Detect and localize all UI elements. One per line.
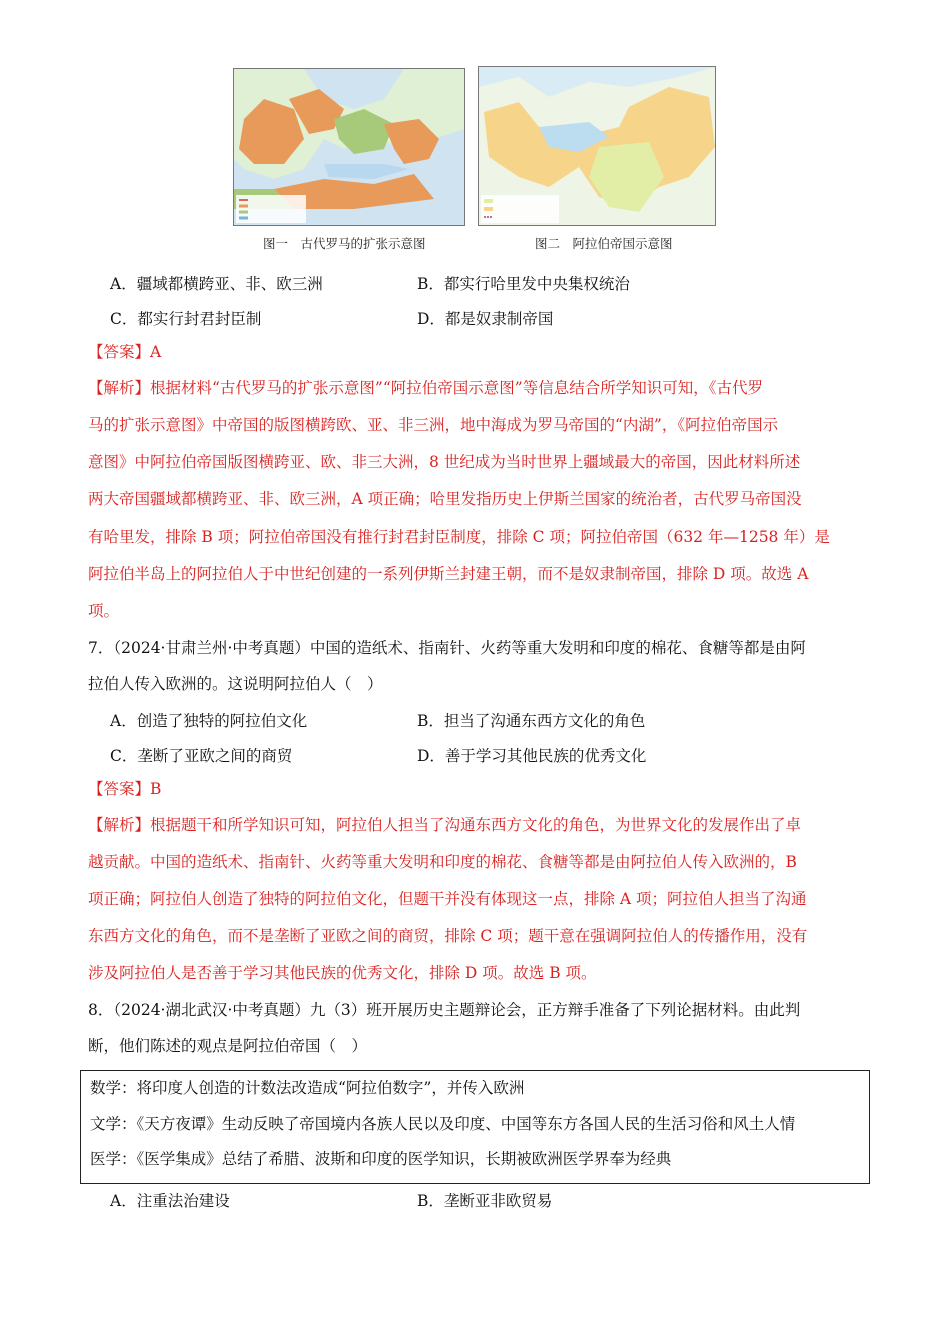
q7-option-c: C．垄断了亚欧之间的商贸 bbox=[110, 747, 293, 765]
q6-analysis-line: 有哈里发，排除 B 项；阿拉伯帝国没有推行封君封臣制度，排除 C 项；阿拉伯帝国（632 年—1258 年）是 bbox=[88, 528, 830, 546]
q8-material-box bbox=[80, 1070, 870, 1184]
q8-option-b: B．垄断亚非欧贸易 bbox=[417, 1192, 553, 1210]
q7-stem-line: 拉伯人传入欧洲的。这说明阿拉伯人（ ） bbox=[88, 675, 383, 693]
q6-option-c: C．都实行封君封臣制 bbox=[110, 310, 262, 328]
q7-option-a: A．创造了独特的阿拉伯文化 bbox=[110, 712, 308, 730]
q6-option-b: B．都实行哈里发中央集权统治 bbox=[417, 275, 630, 293]
q7-analysis-line: 东西方文化的角色，而不是垄断了亚欧之间的商贸，排除 C 项；题干意在强调阿拉伯人的传播作用，没有 bbox=[88, 927, 808, 945]
q6-analysis-line: 意图》中阿拉伯帝国版图横跨亚、欧、非三大洲，8 世纪成为当时世界上疆域最大的帝国，因此材料所述 bbox=[88, 453, 801, 471]
q7-analysis-line: 涉及阿拉伯人是否善于学习其他民族的优秀文化，排除 D 项。故选 B 项。 bbox=[88, 964, 597, 982]
figure1-caption: 图一 古代罗马的扩张示意图 bbox=[263, 236, 426, 251]
q8-stem-line: 8．（2024·湖北武汉·中考真题）九（3）班开展历史主题辩论会，正方辩手准备了下列论据材料。由此判 bbox=[88, 1001, 801, 1019]
q6-option-d: D．都是奴隶制帝国 bbox=[417, 310, 554, 328]
q7-stem-line: 7．（2024·甘肃兰州·中考真题）中国的造纸术、指南针、火药等重大发明和印度的棉花、食糖等都是由阿 bbox=[88, 639, 806, 657]
figures bbox=[233, 66, 715, 252]
q6-analysis-line: 项。 bbox=[88, 602, 120, 620]
q6-analysis-line: 两大帝国疆域都横跨亚、非、欧三洲，A 项正确；哈里发指历史上伊斯兰国家的统治者，古代罗马帝国没 bbox=[88, 490, 802, 508]
roman-expansion-map bbox=[233, 68, 465, 226]
figure2-caption: 图二 阿拉伯帝国示意图 bbox=[535, 236, 673, 251]
q6-analysis-line: 【解析】根据材料“古代罗马的扩张示意图”“阿拉伯帝国示意图”等信息结合所学知识可知，《古代罗 bbox=[88, 379, 763, 397]
q7-answer: 【答案】B bbox=[88, 780, 162, 798]
arab-empire-map bbox=[478, 66, 716, 226]
q8-option-a: A．注重法治建设 bbox=[110, 1192, 230, 1210]
q8-stem-line: 断，他们陈述的观点是阿拉伯帝国（ ） bbox=[88, 1037, 368, 1055]
q7-analysis-line: 项正确；阿拉伯人创造了独特的阿拉伯文化，但题干并没有体现这一点，排除 A 项；阿拉伯人担当了沟通 bbox=[88, 890, 807, 908]
q6-option-a: A．疆域都横跨亚、非、欧三洲 bbox=[110, 275, 323, 293]
q8-material-line: 数学：将印度人创造的计数法改造成“阿拉伯数字”，并传入欧洲 bbox=[90, 1079, 525, 1097]
q7-analysis-line: 越贡献。中国的造纸术、指南针、火药等重大发明和印度的棉花、食糖等都是由阿拉伯人传入欧洲的，B bbox=[88, 853, 797, 871]
roman-map-drawing bbox=[234, 69, 464, 225]
q6-analysis-line: 阿拉伯半岛上的阿拉伯人于中世纪创建的一系列伊斯兰封建王朝，而不是奴隶制帝国，排除 D 项。故选 A bbox=[88, 565, 809, 583]
q7-analysis-line: 【解析】根据题干和所学知识可知，阿拉伯人担当了沟通东西方文化的角色，为世界文化的发展作出了卓 bbox=[88, 816, 802, 834]
q6-answer: 【答案】A bbox=[88, 343, 162, 361]
arab-map-drawing bbox=[479, 67, 715, 225]
q8-material-line: 医学：《医学集成》总结了希腊、波斯和印度的医学知识，长期被欧洲医学界奉为经典 bbox=[90, 1150, 672, 1168]
q6-analysis-line: 马的扩张示意图》中帝国的版图横跨欧、亚、非三洲，地中海成为罗马帝国的“内湖”，《阿拉伯帝国示 bbox=[88, 416, 779, 434]
q7-option-b: B．担当了沟通东西方文化的角色 bbox=[417, 712, 646, 730]
q7-option-d: D．善于学习其他民族的优秀文化 bbox=[417, 747, 647, 765]
q8-material-line: 文学：《天方夜谭》生动反映了帝国境内各族人民以及印度、中国等东方各国人民的生活习俗和风土人情 bbox=[90, 1115, 796, 1133]
